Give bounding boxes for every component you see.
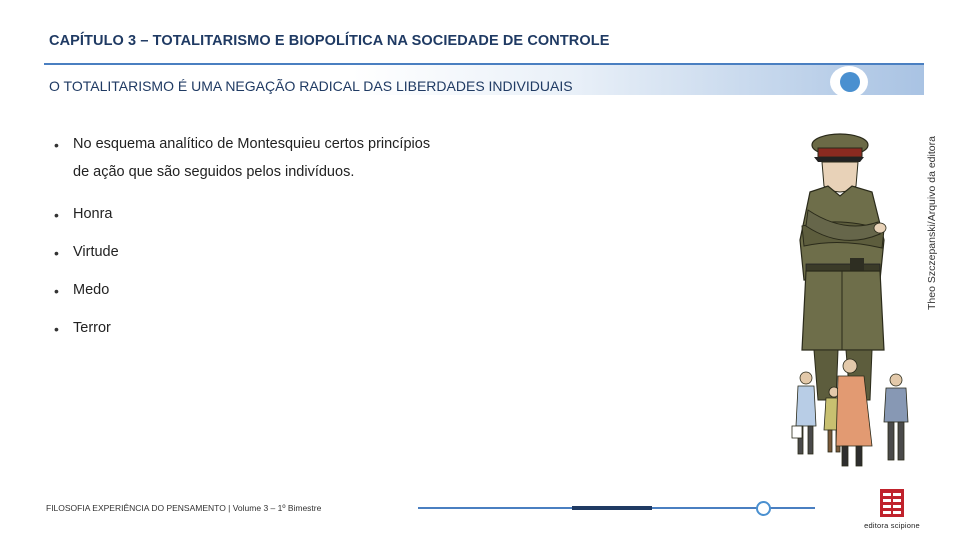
bullet-item xyxy=(54,318,434,338)
publisher-name: editora scipione xyxy=(864,521,920,530)
circle-icon xyxy=(840,72,860,92)
soldier-illustration xyxy=(780,130,930,475)
publisher-logo xyxy=(858,487,926,531)
progress-fill xyxy=(572,506,652,510)
bullet-text: Medo xyxy=(73,282,110,298)
bullet-text: Honra xyxy=(73,206,113,222)
bullet-text: Terror xyxy=(73,320,111,336)
image-credit: Theo Szczepanski/Arquivo da editora xyxy=(926,136,938,310)
bullet-text: No esquema analítico de Montesquieu certos princípios de ação que são seguidos pelos indivíduos. xyxy=(73,136,431,180)
bullet-icon: • xyxy=(54,321,59,337)
publisher-logo-icon xyxy=(878,487,906,519)
decorative-ring xyxy=(830,66,868,98)
bullet-icon: • xyxy=(54,137,59,153)
bullet-item xyxy=(54,280,434,300)
bullet-icon: • xyxy=(54,207,59,223)
bullet-item xyxy=(54,204,434,224)
chapter-title: CAPÍTULO 3 – TOTALITARISMO E BIOPOLÍTICA NA SOCIEDADE DE CONTROLE xyxy=(49,33,610,49)
bullet-icon: • xyxy=(54,283,59,299)
footer-text: FILOSOFIA EXPERIÊNCIA DO PENSAMENTO | Volume 3 – 1º Bimestre xyxy=(46,503,322,513)
bullet-item xyxy=(54,242,434,262)
progress-knob xyxy=(756,501,771,516)
bullet-item xyxy=(54,130,434,186)
bullet-text: Virtude xyxy=(73,244,119,260)
section-subtitle: O TOTALITARISMO É UMA NEGAÇÃO RADICAL DAS LIBERDADES INDIVIDUAIS xyxy=(49,78,573,94)
bullet-list xyxy=(54,130,434,338)
bullet-icon: • xyxy=(54,245,59,261)
